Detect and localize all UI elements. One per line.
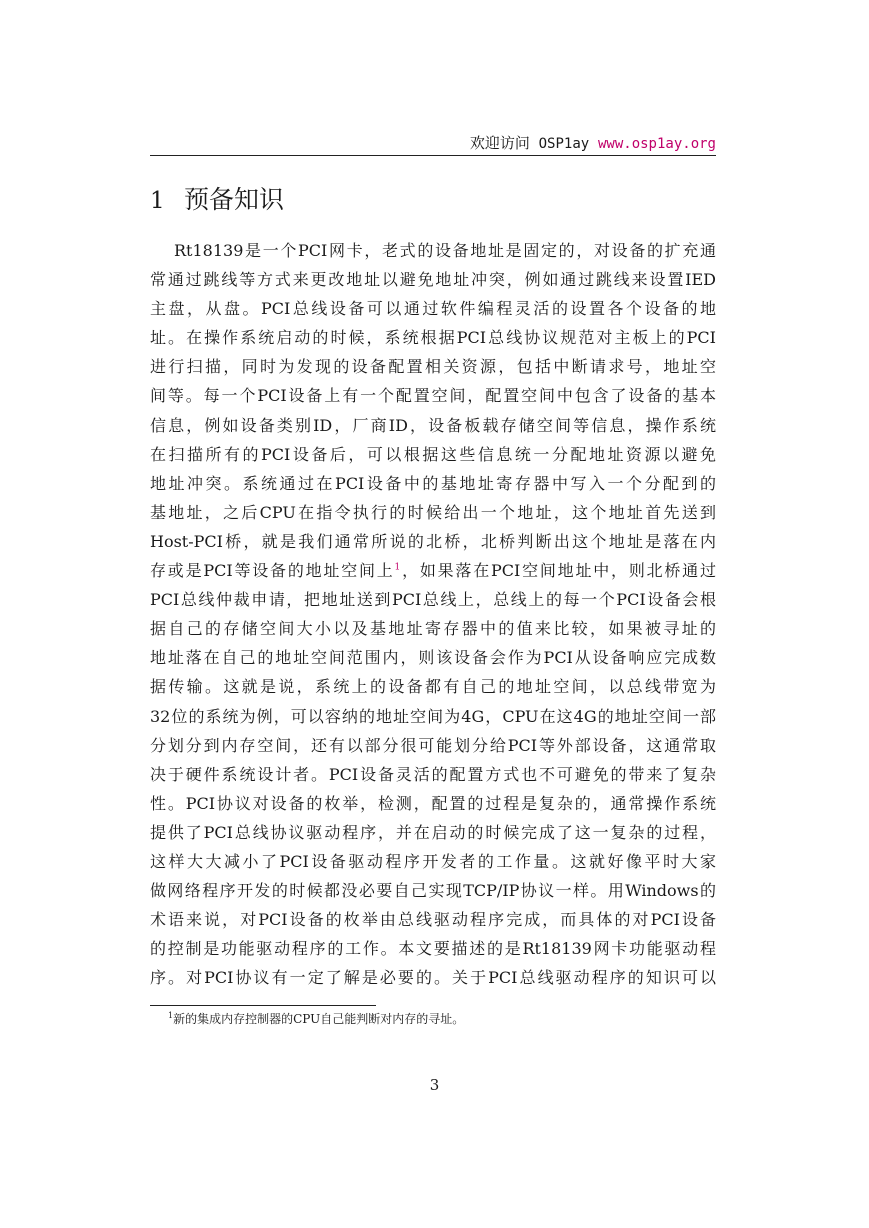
paragraph-line: 这样大大减小了PCI设备驱动程序开发者的工作量。这就好像平时大家 — [150, 851, 716, 871]
header-url-link[interactable]: www.osp1ay.org — [597, 136, 716, 152]
body-paragraph — [150, 236, 716, 992]
section-title-text: 预备知识 — [184, 185, 285, 214]
paragraph-line: 提供了PCI总线协议驱动程序，并在启动的时候完成了这一复杂的过程， — [150, 822, 716, 842]
paragraph-line: 据传输。这就是说，系统上的设备都有自己的地址空间，以总线带宽为 — [150, 677, 716, 697]
paragraph-line: 做网络程序开发的时候都没必要自己实现TCP/IP协议一样。用Windows的 — [150, 881, 716, 901]
paragraph-line: 据自己的存储空间大小以及基地址寄存器中的值来比较，如果被寻址的 — [150, 619, 716, 639]
paragraph-line: 间等。每一个PCI设备上有一个配置空间，配置空间中包含了设备的基本 — [150, 386, 716, 406]
paragraph-line: 的控制是功能驱动程序的工作。本文要描述的是Rt18139网卡功能驱动程 — [150, 939, 716, 959]
paragraph-line: 地址冲突。系统通过在PCI设备中的基地址寄存器中写入一个分配到的 — [150, 473, 716, 493]
footnote-rule — [150, 1005, 376, 1006]
paragraph-line: 分划分到内存空间，还有以部分很可能划分给PCI等外部设备，这通常取 — [150, 735, 716, 755]
paragraph-line: 在扫描所有的PCI设备后，可以根据这些信息统一分配地址资源以避免 — [150, 444, 716, 464]
paragraph-line: Host-PCI桥，就是我们通常所说的北桥，北桥判断出这个地址是落在内 — [150, 531, 716, 551]
paragraph-line: 基地址，之后CPU在指令执行的时候给出一个地址，这个地址首先送到 — [150, 502, 716, 522]
line-text-tail: ，如果落在PCI空间地址中，则北桥通过 — [400, 561, 716, 581]
paragraph-line: 址。在操作系统启动的时候，系统根据PCI总线协议规范对主板上的PCI — [150, 328, 716, 348]
paragraph-line: 32位的系统为例，可以容纳的地址空间为4G，CPU在这4G的地址空间一部 — [150, 706, 716, 726]
footnote-number: 1 — [168, 1011, 174, 1020]
paragraph-line: 信息，例如设备类别ID，厂商ID，设备板载存储空间等信息，操作系统 — [150, 415, 716, 435]
section-heading — [150, 182, 284, 219]
page-number: 3 — [429, 1076, 440, 1094]
header-welcome-text: 欢迎访问 — [469, 134, 530, 152]
paragraph-line-with-footnote — [150, 556, 716, 585]
footnote — [168, 1010, 464, 1028]
section-number: 1 — [150, 188, 165, 214]
paragraph-line: 序。对PCI协议有一定了解是必要的。关于PCI总线驱动程序的知识可以 — [150, 968, 716, 988]
paragraph-line: 主盘，从盘。PCI总线设备可以通过软件编程灵活的设置各个设备的地 — [150, 299, 716, 319]
paragraph-line: 决于硬件系统设计者。PCI设备灵活的配置方式也不可避免的带来了复杂 — [150, 764, 716, 784]
paragraph-line: 进行扫描，同时为发现的设备配置相关资源，包括中断请求号，地址空 — [150, 357, 716, 377]
header-site-name: OSP1ay — [538, 136, 590, 152]
footnote-marker-link[interactable]: 1 — [394, 562, 401, 573]
line-text: 存或是PCI等设备的地址空间上 — [150, 561, 395, 581]
paragraph-line: 常通过跳线等方式来更改地址以避免地址冲突，例如通过跳线来设置IED — [150, 270, 716, 290]
footnote-text: 新的集成内存控制器的CPU自己能判断对内存的寻址。 — [173, 1012, 465, 1026]
paragraph-line: 术语来说，对PCI设备的枚举由总线驱动程序完成，而具体的对PCI设备 — [150, 910, 716, 930]
paragraph-line: Rt18139是一个PCI网卡，老式的设备地址是固定的，对设备的扩充通 — [174, 241, 716, 260]
running-header — [150, 133, 716, 155]
paragraph-line: 地址落在自己的地址空间范围内，则该设备会作为PCI从设备响应完成数 — [150, 648, 716, 668]
header-rule — [150, 155, 716, 156]
paragraph-line: 性。PCI协议对设备的枚举，检测，配置的过程是复杂的，通常操作系统 — [150, 793, 716, 813]
paragraph-line: PCI总线仲裁申请，把地址送到PCI总线上，总线上的每一个PCI设备会根 — [150, 590, 716, 610]
